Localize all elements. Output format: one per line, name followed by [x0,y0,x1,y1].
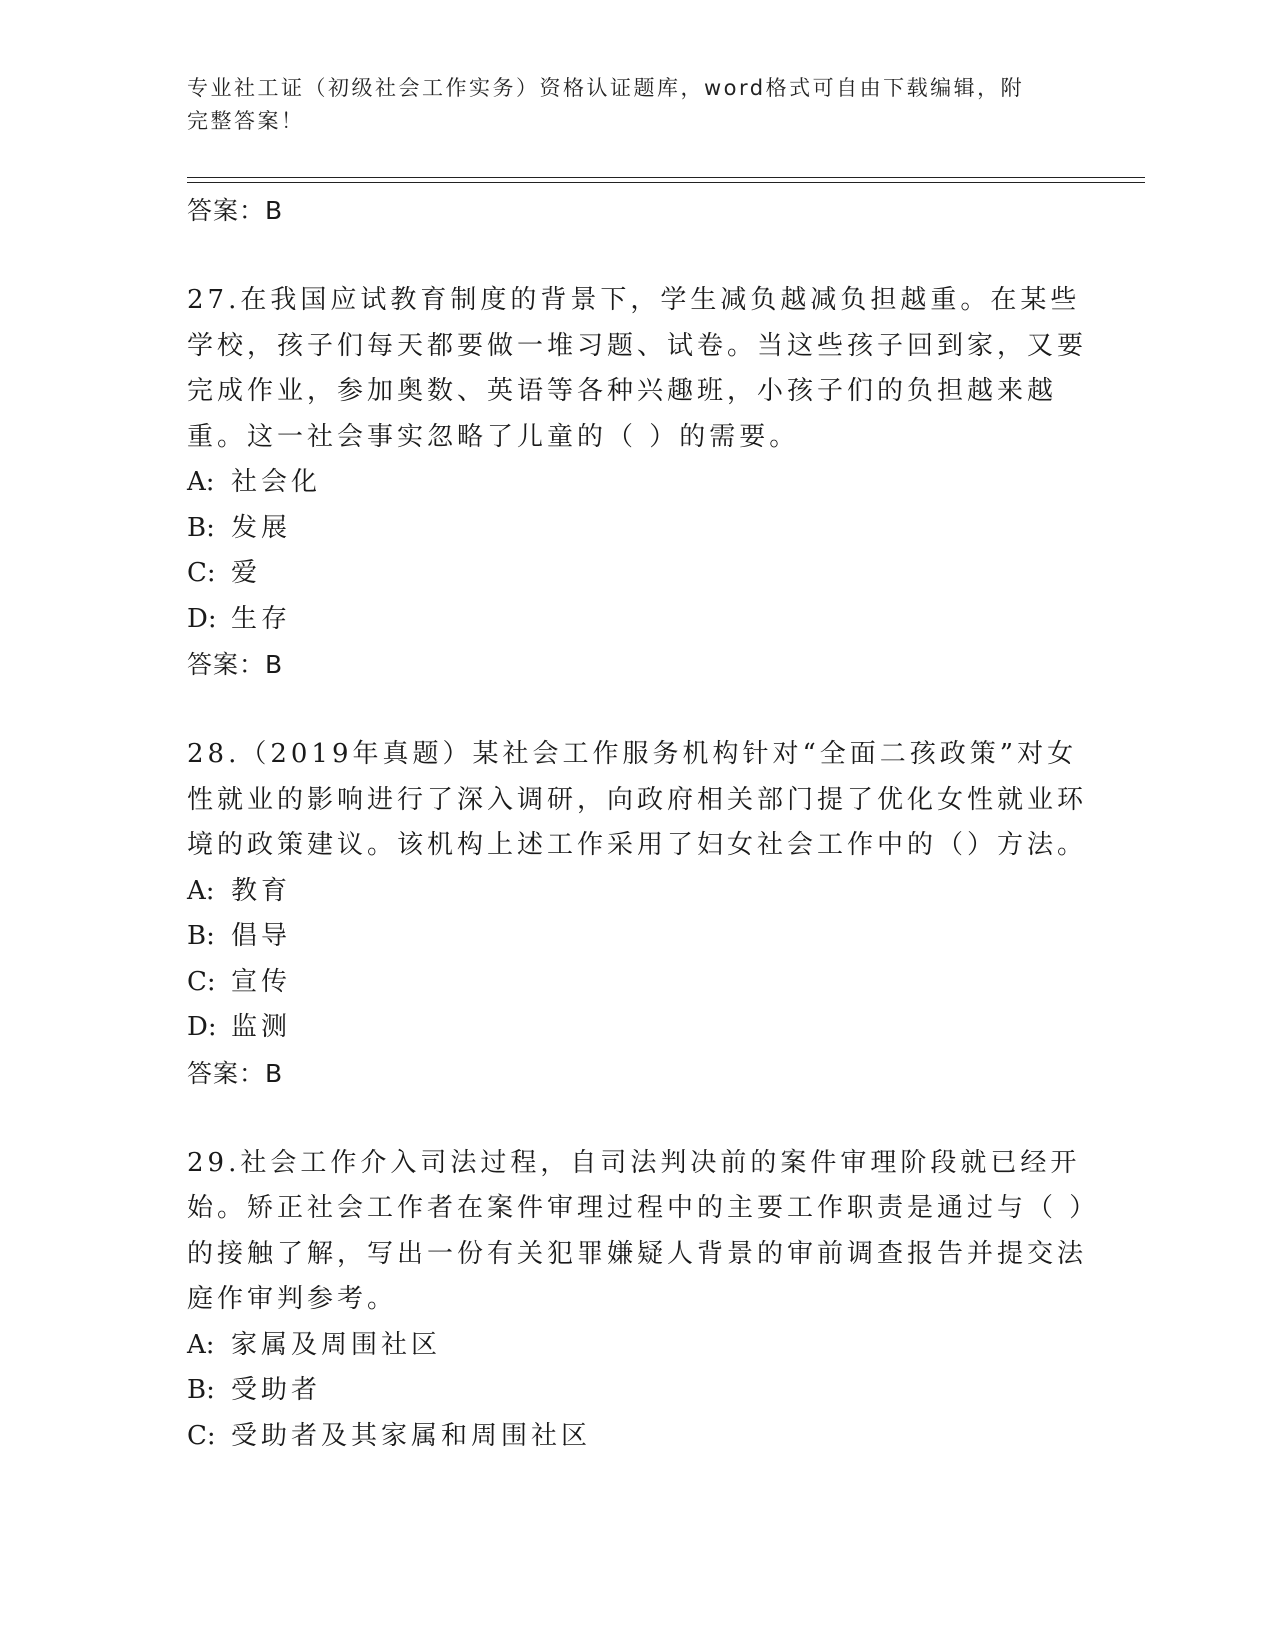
option-item [187,869,1087,915]
option-text: 监测 [231,1012,292,1042]
option-item [187,1005,1087,1051]
spacer [187,1097,1087,1141]
option-letter: A: [187,1329,215,1360]
question-block [187,732,1087,1097]
question-text: 28.（2019年真题）某社会工作服务机构针对“全面二孩政策”对女性就业的影响进行了深入调研，向政府相关部门提了优化女性就业环境的政策建议。该机构上述工作采用了妇女社会工作中的（）方法。 [187,739,1088,860]
option-item [187,1414,1087,1460]
option-letter: C: [187,1420,216,1451]
option-letter: D: [187,603,217,634]
question-text: 27.在我国应试教育制度的背景下，学生减负越减负担越重。在某些学校，孩子们每天都要做一堆习题、试卷。当这些孩子回到家，又要完成作业，参加奥数、英语等各种兴趣班，小孩子们的负担越来越重。这一社会事实忽略了儿童的（ ）的需要。 [187,285,1088,452]
option-item [187,960,1087,1006]
option-text: 爱 [231,558,262,588]
answer-line: 答案：B [187,650,284,679]
option-item [187,1323,1087,1369]
question-block [187,278,1087,688]
option-text: 家属及周围社区 [231,1329,442,1360]
option-letter: B: [187,921,215,951]
question-text: 29.社会工作介入司法过程，自司法判决前的案件审理阶段就已经开始。矫正社会工作者在案件审理过程中的主要工作职责是通过与（ ）的接触了解，写出一份有关犯罪嫌疑人背景的审前调查报告并提交法庭作审判参考。 [187,1147,1088,1314]
option-item [187,597,1087,643]
option-text: 倡导 [231,921,292,951]
header-divider-bottom [187,182,1145,183]
header-divider-top [187,177,1145,178]
spacer [187,234,1087,278]
header-line-2: 完整答案！ [187,109,305,133]
page-header [187,72,1067,138]
option-item [187,460,1087,506]
option-item [187,551,1087,597]
option-text: 社会化 [231,467,322,497]
option-item [187,506,1087,552]
option-letter: A: [187,875,215,906]
option-item [187,914,1087,960]
option-text: 生存 [231,603,292,634]
option-text: 教育 [231,875,292,906]
option-letter: C: [187,966,216,997]
option-letter: A: [187,467,215,497]
answer-line: 答案：B [187,196,284,225]
spacer [187,688,1087,732]
option-letter: C: [187,558,216,588]
question-block [187,1141,1087,1460]
option-text: 受助者及其家属和周围社区 [231,1420,592,1451]
option-text: 发展 [231,512,292,543]
option-text: 宣传 [231,966,292,997]
option-letter: B: [187,512,215,543]
question-list [187,188,1087,1459]
option-text: 受助者 [231,1375,322,1405]
header-line-1: 专业社工证（初级社会工作实务）资格认证题库，word格式可自由下载编辑，附 [187,76,1025,100]
option-letter: B: [187,1375,215,1405]
answer-line: 答案：B [187,1058,284,1088]
option-letter: D: [187,1012,217,1042]
option-item [187,1368,1087,1414]
